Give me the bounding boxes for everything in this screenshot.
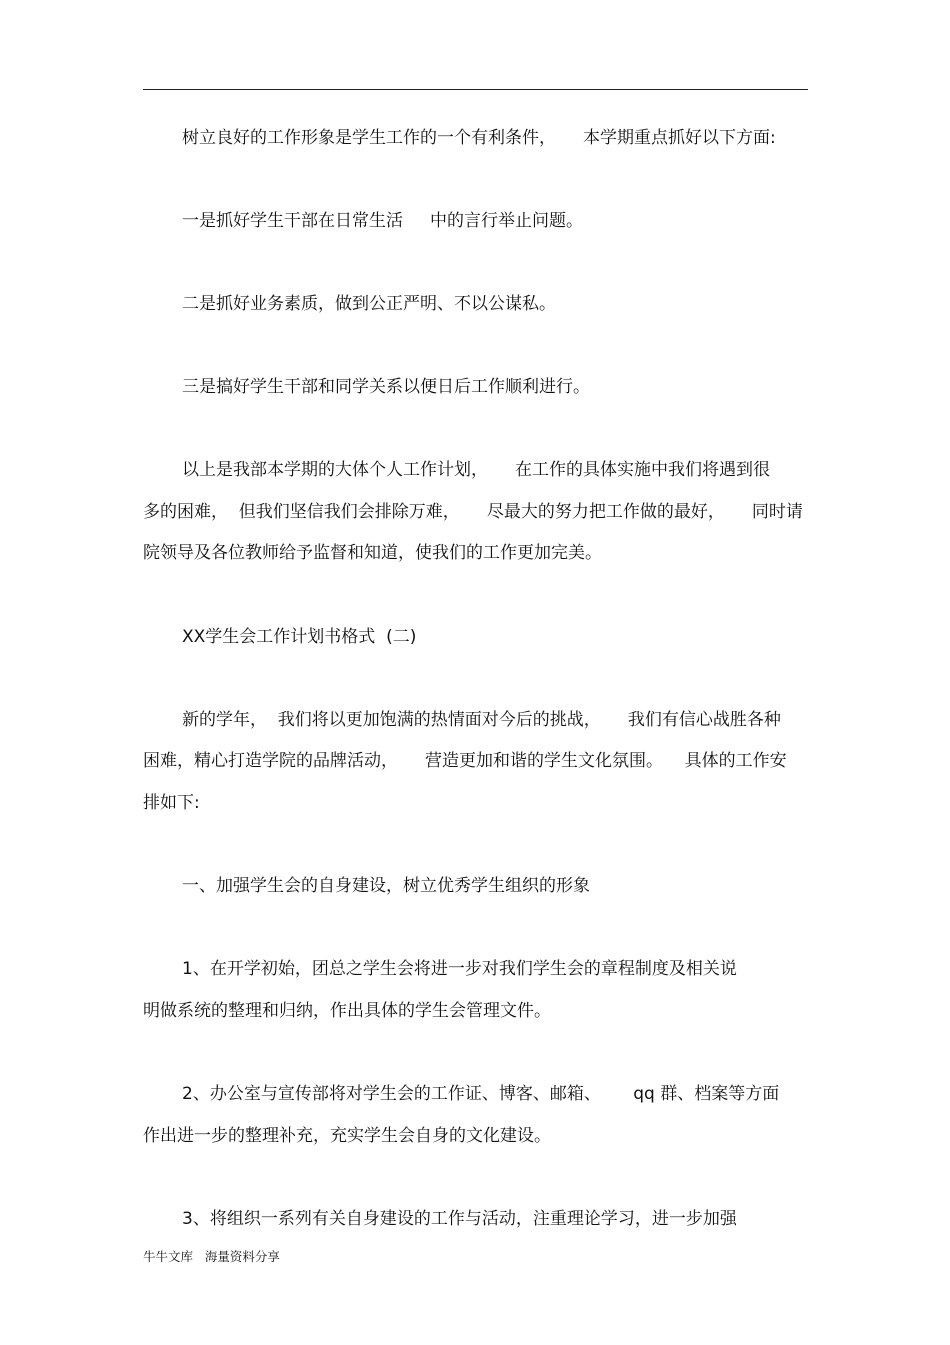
paragraph-line: 多的困难， 但我们坚信我们会排除万难， 尽最大的努力把工作做的最好， 同时请 — [143, 502, 803, 522]
paragraph-line: 新的学年， 我们将以更加饱满的热情面对今后的挑战， 我们有信心战胜各种 — [182, 710, 781, 730]
section-heading: XX学生会工作计划书格式 (二) — [182, 627, 417, 647]
page-footer: 牛牛文库 海量资料分享 — [143, 1249, 280, 1264]
list-item-line: 作出进一步的整理补充，充实学生会自身的文化建设。 — [143, 1126, 551, 1146]
section-heading: 一、加强学生会的自身建设，树立优秀学生组织的形象 — [182, 876, 590, 896]
list-item-line: 明做系统的整理和归纳，作出具体的学生会管理文件。 — [143, 1001, 551, 1021]
paragraph-line: 困难，精心打造学院的品牌活动， 营造更加和谐的学生文化氛围。 具体的工作安 — [143, 751, 787, 771]
paragraph-line: 排如下: — [143, 793, 200, 813]
list-item-line: 2、办公室与宣传部将对学生会的工作证、博客、邮箱、 qq 群、档案等方面 — [182, 1084, 780, 1104]
paragraph-line: 二是抓好业务素质，做到公正严明、不以公谋私。 — [182, 294, 556, 314]
paragraph-line: 以上是我部本学期的大体个人工作计划， 在工作的具体实施中我们将遇到很 — [182, 460, 771, 480]
list-item-line: 3、将组织一系列有关自身建设的工作与活动，注重理论学习，进一步加强 — [182, 1209, 737, 1229]
paragraph-line: 院领导及各位教师给予监督和知道，使我们的工作更加完美。 — [143, 543, 602, 563]
paragraph-line: 一是抓好学生干部在日常生活 中的言行举止问题。 — [182, 211, 584, 231]
paragraph-line: 三是搞好学生干部和同学关系以便日后工作顺利进行。 — [182, 377, 590, 397]
paragraph-line: 树立良好的工作形象是学生工作的一个有利条件， 本学期重点抓好以下方面: — [182, 128, 776, 148]
list-item-line: 1、在开学初始，团总之学生会将进一步对我们学生会的章程制度及相关说 — [182, 959, 737, 979]
header-rule — [143, 89, 808, 90]
